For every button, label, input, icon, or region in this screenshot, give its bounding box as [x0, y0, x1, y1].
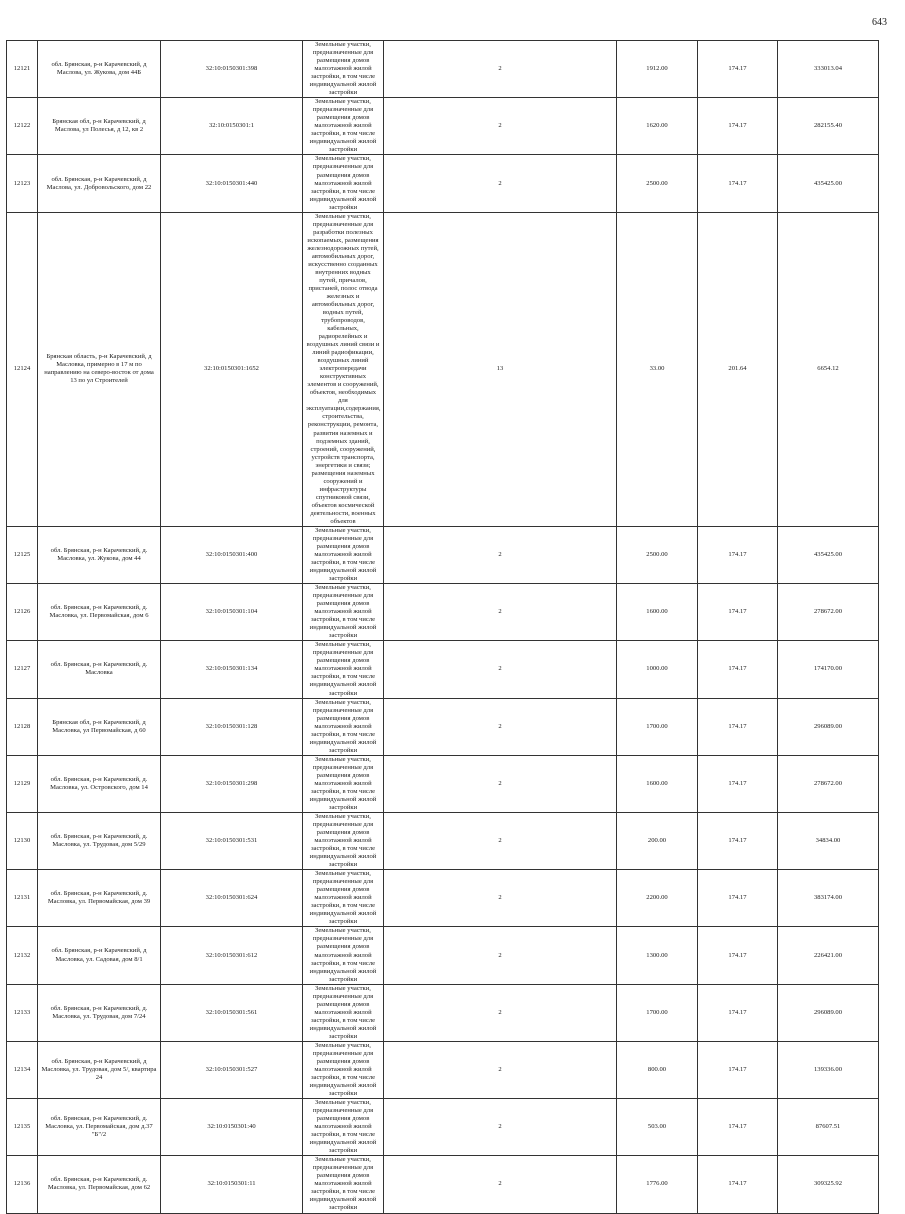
table-row — [7, 584, 879, 641]
use-group-cell: 2 — [384, 41, 617, 98]
record-number-cell: 12121 — [7, 41, 38, 98]
cadastral-value-cell: 333013.04 — [778, 41, 879, 98]
specific-value-cell: 174.17 — [698, 1041, 778, 1098]
specific-value-cell: 174.17 — [698, 526, 778, 583]
use-group-cell: 2 — [384, 641, 617, 698]
use-group-cell: 2 — [384, 870, 617, 927]
record-number-cell: 12135 — [7, 1099, 38, 1156]
use-group-cell: 2 — [384, 755, 617, 812]
cadastral-value-cell: 174170.00 — [778, 641, 879, 698]
record-number-cell: 12125 — [7, 526, 38, 583]
table-row — [7, 641, 879, 698]
table-row — [7, 812, 879, 869]
land-use-purpose-cell: Земельные участки, предназначенные для размещения домов малоэтажной жилой застройки, в том числе индивидуальной жилой застройки — [303, 870, 384, 927]
use-group-cell: 2 — [384, 155, 617, 212]
cadastral-number-cell: 32:10:0150301:527 — [161, 1041, 303, 1098]
land-use-purpose-cell: Земельные участки, предназначенные для размещения домов малоэтажной жилой застройки, в том числе индивидуальной жилой застройки — [303, 1156, 384, 1213]
record-number-cell: 12134 — [7, 1041, 38, 1098]
specific-value-cell: 174.17 — [698, 984, 778, 1041]
specific-value-cell: 174.17 — [698, 41, 778, 98]
use-group-cell: 2 — [384, 1099, 617, 1156]
use-group-cell: 2 — [384, 526, 617, 583]
area-cell: 1600.00 — [617, 584, 698, 641]
specific-value-cell: 174.17 — [698, 927, 778, 984]
cadastral-number-cell: 32:10:0150301:624 — [161, 870, 303, 927]
cadastral-number-cell: 32:10:0150301:531 — [161, 812, 303, 869]
cadastral-value-cell: 34834.00 — [778, 812, 879, 869]
cadastral-value-cell: 226421.00 — [778, 927, 879, 984]
specific-value-cell: 174.17 — [698, 98, 778, 155]
cadastral-number-cell: 32:10:0150301:400 — [161, 526, 303, 583]
cadastral-value-cell: 282155.40 — [778, 98, 879, 155]
land-use-purpose-cell: Земельные участки, предназначенные для размещения домов малоэтажной жилой застройки, в том числе индивидуальной жилой застройки — [303, 155, 384, 212]
specific-value-cell: 174.17 — [698, 155, 778, 212]
address-cell: обл. Брянская, р-н Карачевский, д. Масловка, ул. Трудовая, дом 7/24 — [38, 984, 161, 1041]
record-number-cell: 12127 — [7, 641, 38, 698]
specific-value-cell: 174.17 — [698, 584, 778, 641]
area-cell: 200.00 — [617, 812, 698, 869]
use-group-cell: 2 — [384, 812, 617, 869]
cadastral-number-cell: 32:10:0150301:1652 — [161, 212, 303, 526]
specific-value-cell: 174.17 — [698, 812, 778, 869]
land-parcel-table — [6, 40, 879, 1214]
table-row — [7, 927, 879, 984]
table-row — [7, 526, 879, 583]
address-cell: обл. Брянская, р-н Карачевский, д Масловка, ул. Садовая, дом 8/1 — [38, 927, 161, 984]
cadastral-number-cell: 32:10:0150301:398 — [161, 41, 303, 98]
cadastral-number-cell: 32:10:0150301:1 — [161, 98, 303, 155]
address-cell: обл. Брянская, р-н Карачевский, д. Масловка, ул. Первомайская, дом д.37 "Б"/2 — [38, 1099, 161, 1156]
record-number-cell: 12130 — [7, 812, 38, 869]
area-cell: 800.00 — [617, 1041, 698, 1098]
cadastral-value-cell: 6654.12 — [778, 212, 879, 526]
cadastral-value-cell: 296089.00 — [778, 984, 879, 1041]
land-use-purpose-cell: Земельные участки, предназначенные для размещения домов малоэтажной жилой застройки, в том числе индивидуальной жилой застройки — [303, 41, 384, 98]
area-cell: 1000.00 — [617, 641, 698, 698]
area-cell: 1700.00 — [617, 698, 698, 755]
address-cell: Брянская обл, р-н Карачевский, д Масловка, ул Первомайская, д 60 — [38, 698, 161, 755]
area-cell: 1912.00 — [617, 41, 698, 98]
land-use-purpose-cell: Земельные участки, предназначенные для размещения домов малоэтажной жилой застройки, в том числе индивидуальной жилой застройки — [303, 526, 384, 583]
land-use-purpose-cell: Земельные участки, предназначенные для разработки полезных ископаемых, размещения железнодорожных путей, автомобильных дорог, искусственно созданных внутренних водных путей, причалов, пристаней, полос отвода железных и автомобильных дорог, водных путей, трубопроводов, кабельных, радиорелейных и воздушных линий связи и линий радиофикации, воздушных линий электропередачи конструктивных элементов и сооружений, объектов, необходимых для эксплуатации,содержания, строительства, реконструкции, ремонта, развития наземных и подземных зданий, строений, сооружений, устройств транспорта, энергетики и связи; размещения наземных сооружений и инфраструктуры спутниковой связи, объектов космической деятельности, военных объектов — [303, 212, 384, 526]
cadastral-value-cell: 296089.00 — [778, 698, 879, 755]
table-row — [7, 755, 879, 812]
use-group-cell: 2 — [384, 984, 617, 1041]
cadastral-value-cell: 435425.00 — [778, 526, 879, 583]
record-number-cell: 12136 — [7, 1156, 38, 1213]
cadastral-value-cell: 278672.00 — [778, 755, 879, 812]
specific-value-cell: 174.17 — [698, 641, 778, 698]
table-row — [7, 1156, 879, 1213]
record-number-cell: 12128 — [7, 698, 38, 755]
area-cell: 1300.00 — [617, 927, 698, 984]
record-number-cell: 12129 — [7, 755, 38, 812]
record-number-cell: 12126 — [7, 584, 38, 641]
cadastral-number-cell: 32:10:0150301:612 — [161, 927, 303, 984]
record-number-cell: 12124 — [7, 212, 38, 526]
area-cell: 1776.00 — [617, 1156, 698, 1213]
cadastral-number-cell: 32:10:0150301:128 — [161, 698, 303, 755]
record-number-cell: 12132 — [7, 927, 38, 984]
cadastral-number-cell: 32:10:0150301:561 — [161, 984, 303, 1041]
address-cell: обл. Брянская, р-н Карачевский, д. Масловка, ул. Островского, дом 14 — [38, 755, 161, 812]
address-cell: обл. Брянская, р-н Карачевский, д Масловка, ул. Трудовая, дом 5/, квартира 24 — [38, 1041, 161, 1098]
page-number: 643 — [872, 17, 887, 28]
table-row — [7, 98, 879, 155]
use-group-cell: 2 — [384, 98, 617, 155]
cadastral-number-cell: 32:10:0150301:134 — [161, 641, 303, 698]
cadastral-value-cell: 435425.00 — [778, 155, 879, 212]
use-group-cell: 2 — [384, 698, 617, 755]
cadastral-number-cell: 32:10:0150301:440 — [161, 155, 303, 212]
table-row — [7, 41, 879, 98]
address-cell: обл. Брянская, р-н Карачевский, д. Масловка, ул. Первомайская, дом 6 — [38, 584, 161, 641]
specific-value-cell: 201.64 — [698, 212, 778, 526]
table-row — [7, 984, 879, 1041]
area-cell: 503.00 — [617, 1099, 698, 1156]
address-cell: Брянская обл, р-н Карачевский, д Маслова, ул Полесья, д 12, кв 2 — [38, 98, 161, 155]
cadastral-number-cell: 32:10:0150301:298 — [161, 755, 303, 812]
area-cell: 2500.00 — [617, 526, 698, 583]
record-number-cell: 12131 — [7, 870, 38, 927]
use-group-cell: 2 — [384, 1156, 617, 1213]
table-row — [7, 1099, 879, 1156]
land-use-purpose-cell: Земельные участки, предназначенные для размещения домов малоэтажной жилой застройки, в том числе индивидуальной жилой застройки — [303, 984, 384, 1041]
land-use-purpose-cell: Земельные участки, предназначенные для размещения домов малоэтажной жилой застройки, в том числе индивидуальной жилой застройки — [303, 755, 384, 812]
cadastral-number-cell: 32:10:0150301:11 — [161, 1156, 303, 1213]
use-group-cell: 2 — [384, 1041, 617, 1098]
table-body — [7, 41, 879, 1214]
area-cell: 1620.00 — [617, 98, 698, 155]
specific-value-cell: 174.17 — [698, 1099, 778, 1156]
address-cell: обл. Брянская, р-н Карачевский, д. Масловка, ул. Первомайская, дом 39 — [38, 870, 161, 927]
table-row — [7, 1041, 879, 1098]
cadastral-value-cell: 309325.92 — [778, 1156, 879, 1213]
land-use-purpose-cell: Земельные участки, предназначенные для размещения домов малоэтажной жилой застройки, в том числе индивидуальной жилой застройки — [303, 1099, 384, 1156]
table-row — [7, 870, 879, 927]
specific-value-cell: 174.17 — [698, 1156, 778, 1213]
address-cell: Брянская область, р-н Карачевский, д Масловка, примерно в 17 м по направлению на северо-восток от дома 13 по ул Строителей — [38, 212, 161, 526]
land-use-purpose-cell: Земельные участки, предназначенные для размещения домов малоэтажной жилой застройки, в том числе индивидуальной жилой застройки — [303, 1041, 384, 1098]
specific-value-cell: 174.17 — [698, 698, 778, 755]
area-cell: 33.00 — [617, 212, 698, 526]
address-cell: обл. Брянская, р-н Карачевский, д. Масловка, ул. Первомайская, дом 62 — [38, 1156, 161, 1213]
table-row — [7, 698, 879, 755]
cadastral-value-cell: 383174.00 — [778, 870, 879, 927]
record-number-cell: 12122 — [7, 98, 38, 155]
record-number-cell: 12133 — [7, 984, 38, 1041]
use-group-cell: 2 — [384, 927, 617, 984]
area-cell: 2200.00 — [617, 870, 698, 927]
area-cell: 1700.00 — [617, 984, 698, 1041]
land-use-purpose-cell: Земельные участки, предназначенные для размещения домов малоэтажной жилой застройки, в том числе индивидуальной жилой застройки — [303, 927, 384, 984]
land-use-purpose-cell: Земельные участки, предназначенные для размещения домов малоэтажной жилой застройки, в том числе индивидуальной жилой застройки — [303, 812, 384, 869]
specific-value-cell: 174.17 — [698, 755, 778, 812]
cadastral-number-cell: 32:10:0150301:104 — [161, 584, 303, 641]
specific-value-cell: 174.17 — [698, 870, 778, 927]
area-cell: 2500.00 — [617, 155, 698, 212]
use-group-cell: 2 — [384, 584, 617, 641]
cadastral-value-cell: 278672.00 — [778, 584, 879, 641]
address-cell: обл. Брянская, р-н Карачевский, д Маслова, ул. Добровольского, дом 22 — [38, 155, 161, 212]
address-cell: обл. Брянская, р-н Карачевский, д. Масловка — [38, 641, 161, 698]
record-number-cell: 12123 — [7, 155, 38, 212]
table-row — [7, 212, 879, 526]
land-use-purpose-cell: Земельные участки, предназначенные для размещения домов малоэтажной жилой застройки, в том числе индивидуальной жилой застройки — [303, 98, 384, 155]
use-group-cell: 13 — [384, 212, 617, 526]
cadastral-value-cell: 87607.51 — [778, 1099, 879, 1156]
land-use-purpose-cell: Земельные участки, предназначенные для размещения домов малоэтажной жилой застройки, в том числе индивидуальной жилой застройки — [303, 641, 384, 698]
cadastral-number-cell: 32:10:0150301:40 — [161, 1099, 303, 1156]
cadastral-value-cell: 139336.00 — [778, 1041, 879, 1098]
area-cell: 1600.00 — [617, 755, 698, 812]
land-use-purpose-cell: Земельные участки, предназначенные для размещения домов малоэтажной жилой застройки, в том числе индивидуальной жилой застройки — [303, 698, 384, 755]
table-row — [7, 155, 879, 212]
address-cell: обл. Брянская, р-н Карачевский, д. Масловка, ул. Трудовая, дом 5/29 — [38, 812, 161, 869]
address-cell: обл. Брянская, р-н Карачевский, д. Масловка, ул. Жукова, дом 44 — [38, 526, 161, 583]
address-cell: обл. Брянская, р-н Карачевский, д Маслова, ул. Жукова, дом 44Б — [38, 41, 161, 98]
land-use-purpose-cell: Земельные участки, предназначенные для размещения домов малоэтажной жилой застройки, в том числе индивидуальной жилой застройки — [303, 584, 384, 641]
